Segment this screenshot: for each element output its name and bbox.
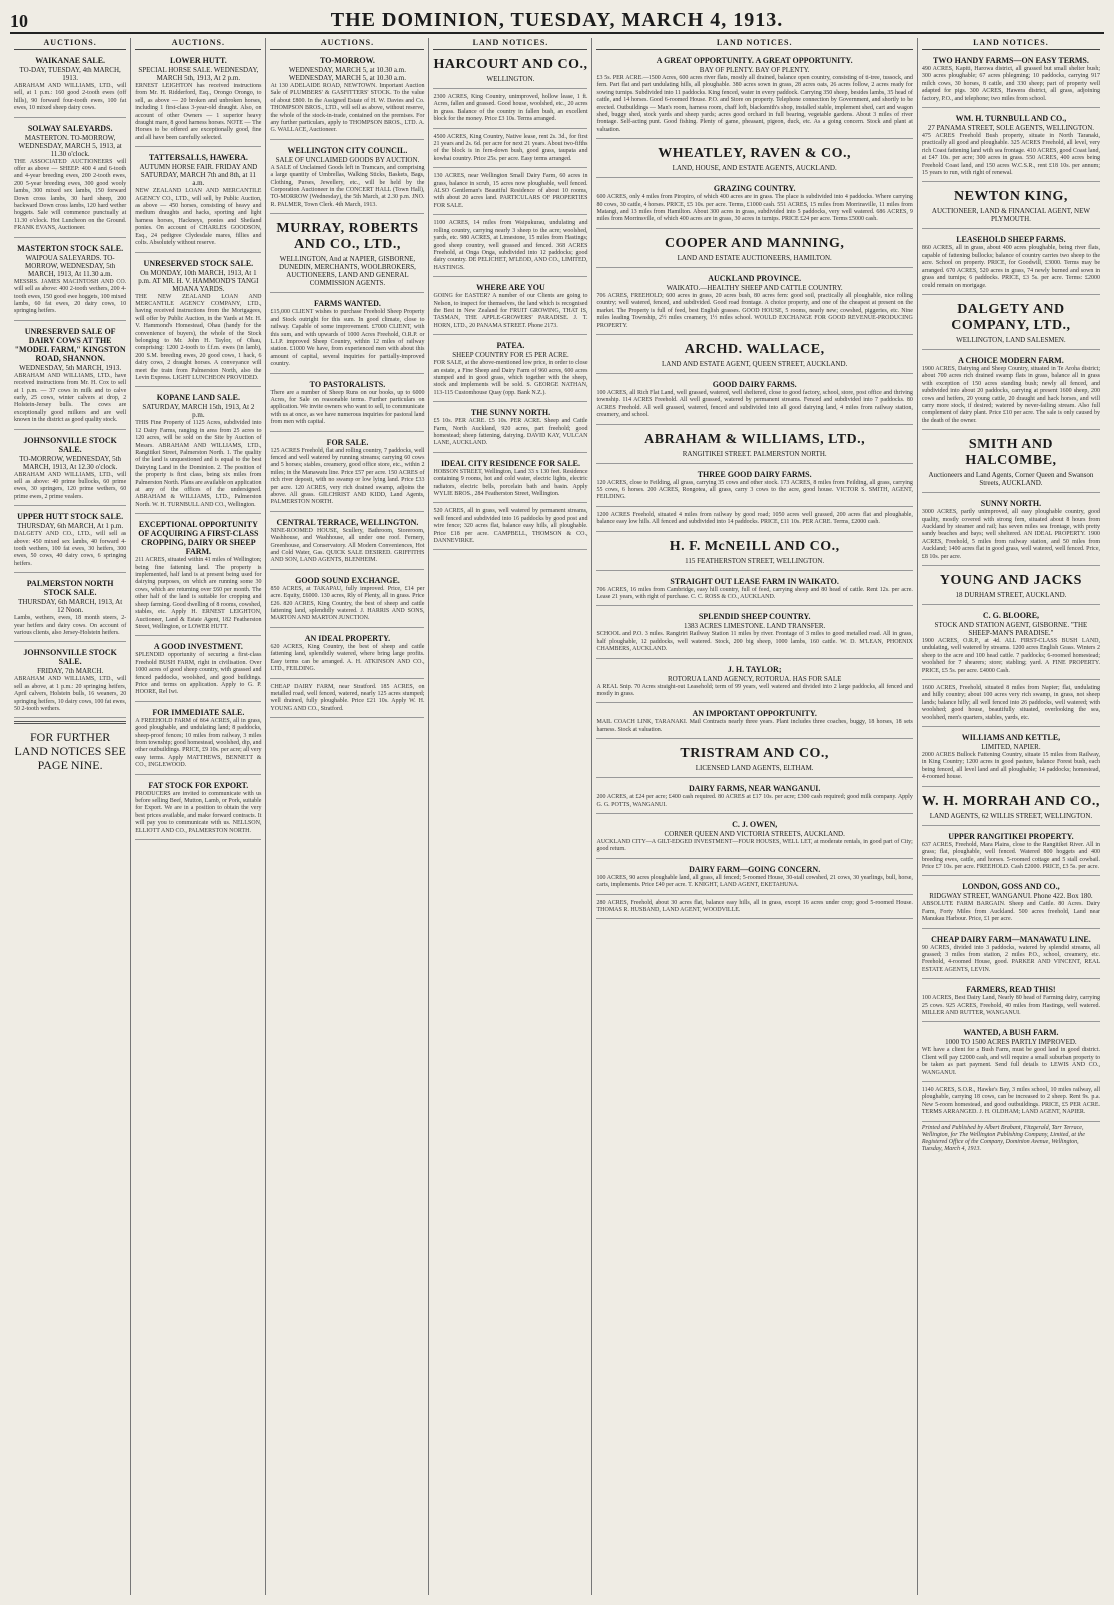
ad-heading: AUCKLAND PROVINCE.: [708, 273, 802, 283]
ad-subheading: 27 PANAMA STREET, SOLE AGENTS, WELLINGTON.: [927, 124, 1095, 133]
further-notices-footer: FOR FURTHER LAND NOTICES SEE PAGE NINE.: [14, 730, 126, 773]
ad-body: 4500 ACRES, King Country, Native lease, rent 2s. 3d., for first 21 years and 2s. 6d. per acre for next 21 years. About two-fifths of the block is in fern-down bush, good grass, taupata and kowhai country. Price 25s. per acre. Easy terms arranged.: [433, 133, 588, 162]
ad-body: 706 ACRES, FREEHOLD; 600 acres in grass, 20 acres bush, 80 acres fern: good soil, practically all ploughable, nice rolling country; well watered, fenced, and subdivided. Good road frontage. A choice property, and one of the cheapest at present on the market. The Property is full of feed, best English grasses. GOOD HOUSE, 5 rooms, nearly new; cowshed, piggeries, etc. Nine miles leading Township, 2½ miles creamery, 1½ miles school. WOULD EXCHANGE FOR GOOD REVENUE-PRODUCING PROPERTY.: [596, 292, 913, 329]
ad-heading: GOOD SOUND EXCHANGE.: [295, 575, 400, 585]
ad-heading: KOPANE LAND SALE.: [156, 393, 240, 403]
ad-body: ERNEST LEIGHTON has received instructions from Mr. H. Ridderford, Esq., Orongo Orongo, to sell, as above — 20 broken and unbroken horses, including 1 first-class 3-year-old draught. Also, on account of other Owners — 1 superior heavy draught mare, 8 good harness horses. NOTE — The Horses to be offered are exceptionally good, fine and all have been carefully selected.: [135, 83, 262, 141]
ad-body: 1140 ACRES, S.O.R., Hawke's Bay, 3 miles school, 10 miles railway, all ploughable, carrying 18 cows, can be increased to 2 sheep. Rent 9s. p.a. New 5-room homestead, and good outbuildings. PRICE, £5 PER ACRE. TERMS ARRANGED. J. H. OLDHAM; LAND AGENT, NAPIER.: [921, 1087, 1100, 1116]
advertisement: [922, 353, 1100, 430]
ad-heading: SPLENDID SHEEP COUNTRY.: [698, 612, 811, 622]
ad-subheading: ROTORUA LAND AGENCY, ROTORUA. HAS FOR SALE: [667, 674, 842, 683]
advertisement: [596, 181, 912, 229]
advertisement: [135, 517, 261, 636]
ad-body: NINE-ROOMED HOUSE, Scullery, Bathroom, Storeroom, Washhouse, and Washhouse, all under one roof. Fernery, Greenhouse, and Conservatory. All Modern Conveniences, Hot and Cold Water, Gas. QUICK SALE DESIRED. GRIFFITHS AND SON, LAND AGENTS, BLENHEIM.: [270, 527, 425, 564]
ad-heading: FOR SALE.: [326, 437, 369, 447]
ad-subheading: WEDNESDAY, MARCH 5, at 10.30 a.m. WEDNESDAY, MARCH 5, at 10.30 a.m.: [288, 66, 406, 82]
ad-body: 100 ACRES, 90 acres ploughable land, all grass, all fenced; 5-roomed House, 30-stall cowshed, 21 cows, 30 yearlings, bull, horse, carts, implements. Price £40 per acre. T. KNIGHT, LAND AGENT, EKETAHUNA.: [596, 874, 913, 889]
ad-subheading: LAND AGENTS, 62 WILLIS STREET, WELLINGTON.: [929, 811, 1093, 820]
ad-body: SPLENDID opportunity of securing a first-class Freehold BUSH FARM, right in civilisation. Over 1000 acres of good sheep country, with grassed and fenced paddocks, woolshed, and good buildings. Price and terms on application. Apply to G. P. HOORE, Rel Iwi.: [135, 652, 262, 696]
ad-body: SCHOOL and P.O. 3 miles. Rangiriri Railway Station 11 miles by river. Frontage of 3 miles to good metalled road. All in grass, half ploughable, 12 paddocks, well watered. Stock, 200 big sheep, 1000 lambs, 160 cattle. W. D. M'LEAN, PHOENIX CHAMBERS, AUCKLAND.: [596, 631, 913, 653]
ad-body: WE have a client for a Bush Farm, must be good land in good district. Client will pay £2000 cash, and will require a small suburban property to be taken as part payment. Send full details to LEWIS AND CO., WANGANUI.: [921, 1047, 1100, 1076]
advertisement: [596, 467, 912, 507]
ad-body: 1600 ACRES, Freehold, situated 8 miles from Napier; flat, undulating and hilly country; about 100 acres very rich swamp, in grass, not sheep lands; balance hilly; all well fenced into 26 paddocks, well watered; with woolshed; good house, beautifully situated, overlooking the sea, woolshed, men's quarters, stables, yards, etc.: [921, 685, 1100, 721]
ad-heading: W. H. MORRAH AND CO.,: [921, 793, 1100, 809]
advertisement: [14, 576, 126, 642]
advertisement: [433, 456, 587, 504]
advertisement: [596, 428, 912, 464]
ad-body: 3000 ACRES, partly unimproved, all easy ploughable country, good quality, mostly covered with strong fern, situated about 8 hours from Auckland by steamer and rail; has seven miles sea frontage, with pretty sandy beaches and bays; well sheltered. AN IDEAL PROPERTY. 1900 ACRES, Freehold, 5 miles from railway station, and 50 miles from Auckland; 1400 acres flat in good grass, well watered, well fenced. Price, £8 10s. per acre.: [921, 509, 1100, 560]
ad-heading: WILLIAMS AND KETTLE,: [961, 733, 1061, 743]
ad-subheading: SPECIAL HORSE SALE. WEDNESDAY, MARCH 5th, 1913, At 2 p.m.: [138, 66, 259, 82]
column-heading: AUCTIONS.: [270, 38, 424, 50]
ad-subheading: WEDNESDAY, 5th MARCH, 1913.: [19, 363, 122, 372]
ad-heading: AN IDEAL PROPERTY.: [304, 633, 391, 643]
ad-subheading: STOCK AND STATION AGENT, GISBORNE. "THE SHEEP-MAN'S PARADISE.": [934, 621, 1088, 637]
ad-subheading: WAIPOUA SALEYARDS. TO-MORROW, WEDNESDAY, 5th MARCH, 1913, At 11.30 a.m.: [25, 253, 116, 278]
ad-body: THIS Fine Property of 1125 Acres, subdivided into 12 Dairy Farms, ranging in area from 25 acres to 120 acres, will be sold on the Site by Auction of Messrs. ABRAHAM AND WILLIAMS, LTD., Rangitikei Street, Palmerston North. 1. The quality of the land is unquestioned and is equal to the best Dairying Land in the Dominion. 2. The position of the property is first class, being six miles from Palmerston North. Plans are available on application at any of the offices of the undersigned. ABRAHAM & WILLIAMS, LTD., Palmerston North. W. H. TURNBULL AND CO., Wellington.: [135, 420, 262, 508]
ad-heading: A GREAT OPPORTUNITY. A GREAT OPPORTUNITY.: [656, 56, 853, 65]
advertisement: [596, 781, 912, 814]
advertisement: [14, 509, 126, 573]
ad-heading: TRISTRAM AND CO.,: [680, 746, 829, 762]
advertisement: [922, 433, 1100, 493]
advertisement: [14, 433, 126, 507]
ad-heading: THREE GOOD DAIRY FARMS.: [697, 469, 812, 479]
ad-heading: TATTERSALLS, HAWERA.: [148, 153, 248, 163]
ad-heading: UNRESERVED STOCK SALE.: [143, 258, 254, 268]
ad-heading: CHEAP DAIRY FARM—MANAWATU LINE.: [931, 934, 1091, 944]
ad-heading: WHEATLEY, RAVEN & CO.,: [658, 146, 852, 162]
ad-body: 520 ACRES, all in grass, well watered by permanent streams, well fenced and subdivided into 16 paddocks by good post and wire fence; 320 acres flat, balance easy hills, all ploughable. Price £18 per acre. CAMPBELL, THOMSON & CO., DANNEVIRKE.: [433, 508, 588, 545]
ad-heading: PALMERSTON NORTH STOCK SALE.: [26, 579, 114, 598]
ad-subheading: AUCTIONEER, LAND & FINANCIAL AGENT, NEW PLYMOUTH.: [931, 207, 1090, 224]
ad-heading: FARMERS, READ THIS!: [966, 985, 1056, 995]
ad-subheading: WAIKATO.—HEALTHY SHEEP AND CATTLE COUNTRY.: [666, 283, 843, 292]
ad-body: Lambs, wethers, ewes, 18 month steers, 2-year heifers and dairy cows. On account of various clients, also Jersey-Holstein heifers.: [14, 615, 127, 637]
column-heading: LAND NOTICES.: [596, 38, 912, 50]
advertisement: [922, 232, 1100, 294]
ad-body: THE NEW ZEALAND LOAN AND MERCANTILE AGENCY COMPANY, LTD., having received instructions from the Mortgagees, will offer by Public Auction, in the Yards at Mr. H. V. Hammond's Homestead, Ohau (handy for the convenience of buyers), the whole of the Stock belonging to Mr. John H. Taylor, of Ohau, comprising: 1200 2-tooth to f.f.m. ewes (in lamb), 200 S.M. breeding ewes, 20 good cows, 1 hack, 6 dairy cows, 2 draught horses. A conveyance will meet the train from Palmerston North, also the Levin Express. LIGHT LUNCHEON PROVIDED.: [135, 293, 262, 381]
advertisement: [922, 829, 1100, 877]
ad-body: 125 ACRES Freehold, flat and rolling country, 7 paddocks, well fenced and well watered by running streams; carrying 60 cows and 5 horses; stables, creamery, good office store, etc., within 2 miles; in the Manawatu line. Price £57 per acre. 150 ACRES of rich river deposit, with no swamp or low lying land. Price £33 per acre. 120 ACRES, very rich drained swamp, adjoins the above. All grass. GILCHRIST AND KIDD, Land Agents, PALMERSTON NORTH.: [270, 447, 425, 506]
advertisement: [922, 790, 1100, 826]
ad-subheading: LIMITED, NAPIER.: [981, 743, 1041, 752]
ad-body: MAIL COACH LINK, TARANAKI. Mail Contracts nearly three years. Plant includes three coaches, buggy, 18 horses, 18 sets harness. Stock at valuation.: [596, 719, 913, 733]
advertisement: [270, 53, 424, 140]
ad-subheading: BAY OF PLENTY. BAY OF PLENTY.: [699, 66, 810, 74]
column-2: [131, 38, 266, 1595]
ad-body: 2000 ACRES Bullock Fattening Country, situate 15 miles from Railway, in King Country; 1200 acres in good pasture, balance Forest bush, each being fenced, all level land and all ploughable; 14 paddocks; homestead, 4-roomed house.: [921, 752, 1100, 781]
ad-heading: FAT STOCK FOR EXPORT.: [148, 780, 249, 790]
column-heading: AUCTIONS.: [14, 38, 126, 50]
ad-heading: AN IMPORTANT OPPORTUNITY.: [692, 709, 817, 719]
advertisement: [270, 515, 424, 570]
advertisement: [596, 817, 912, 859]
ad-heading: ARCHD. WALLACE,: [684, 341, 825, 357]
ad-subheading: THURSDAY, 6th MARCH, 1913, At 12 Noon.: [18, 598, 123, 615]
advertisement: [270, 573, 424, 628]
advertisement: [14, 121, 126, 238]
ad-body: A FREEHOLD FARM of 864 ACRES, all in grass, good ploughable, and undulating land; 8 paddocks, sheep-proof fences; 10 miles from railway, 3 miles from township; good homestead, woolshed, dip, and other outbuildings. PRICE, £9 10s. per acre; all very easy terms. Apply MATTHEWS, BENNETT & CO., INGLEWOOD.: [135, 717, 262, 769]
ad-subheading: WELLINGTON.: [486, 75, 535, 83]
ad-heading: A CHOICE MODERN FARM.: [958, 355, 1064, 365]
advertisement: [596, 862, 912, 895]
advertisement: [596, 706, 912, 739]
advertisement: [433, 405, 587, 453]
column-heading: AUCTIONS.: [135, 38, 261, 50]
ad-heading: FOR IMMEDIATE SALE.: [152, 707, 245, 717]
advertisement: [270, 296, 424, 373]
ad-body: 100 ACRES, Best Dairy Land, Nearly 80 head of Farming dairy, carrying 25 cows. 925 ACRES, Freehold, 40 miles from Hastings, well watered. MILLER AND RUTTER, WANGANUI.: [921, 995, 1100, 1016]
ad-subheading: WELLINGTON, And at NAPIER, GISBORNE, DUNEDIN, MERCHANTS, WOOLBROKERS, AUCTIONEERS, LAND AND GENERAL COMMISSION AGENTS.: [278, 255, 416, 288]
ad-heading: HARCOURT AND CO.,: [433, 57, 588, 72]
ad-subheading: TO-DAY, TUESDAY, 4th MARCH, 1913.: [19, 66, 121, 82]
advertisement: [433, 280, 587, 335]
advertisement: [135, 639, 261, 701]
ad-subheading: LAND AND ESTATE AUCTIONEERS, HAMILTON.: [677, 253, 832, 262]
advertisement: [596, 742, 912, 778]
ad-body: DALGETY AND CO., LTD., will sell as above: 450 mixed sex lambs, 40 forward 4-tooth wethers, 100 fat ewes, 30 heifers, 300 ewes, 50 cows, 40 dairy cows, 6 springing heifers.: [14, 531, 127, 567]
ad-heading: STRAIGHT OUT LEASE FARM IN WAIKATO.: [670, 576, 839, 586]
advertisement: [922, 496, 1100, 566]
ad-body: MESSRS. JAMES MACINTOSH AND CO. will sell as above: 400 2-tooth wethers, 200 4-tooth ewes, 150 good ewe hoggets, 100 mixed lambs, 60 fat ewes, 20 dairy cows, 10 springing heifers.: [14, 278, 127, 315]
advertisement: [596, 377, 912, 425]
ad-heading: FARMS WANTED.: [314, 299, 381, 309]
advertisement: [135, 778, 261, 840]
ad-subheading: 1000 TO 1500 ACRES PARTLY IMPROVED.: [945, 1038, 1077, 1047]
column-4: [429, 38, 592, 1595]
ad-body: 620 ACRES, King Country, the best of sheep and cattle fattening land, splendidly watered, where bring large profits. Easy terms can be arranged. A. H. ATKINSON AND CO., LTD., FEILDING.: [270, 643, 425, 673]
ad-subheading: 115 FEATHERSTON STREET, WELLINGTON.: [685, 556, 825, 565]
advertisement: [922, 1085, 1100, 1122]
ad-body: 120 ACRES, close to Feilding, all grass, carrying 35 cows and other stock. 173 ACRES, 8 miles from Feilding, all grass, carrying 55 cows, 6 horses. 200 ACRES, Rongotea, all grass, carry 3 cows to the acre, good house. VICTOR S. SMITH, AGENT, FEILDING.: [596, 479, 913, 501]
ad-heading: SUNNY NORTH.: [980, 499, 1042, 509]
ad-heading: SOLWAY SALEYARDS.: [27, 123, 113, 133]
ad-heading: MURRAY, ROBERTS AND CO., LTD.,: [276, 221, 419, 253]
advertisement: [922, 298, 1100, 350]
advertisement: [135, 705, 261, 775]
ad-body: 130 ACRES, near Wellington Small Dairy Farm, 60 acres in grass, balance in scrub, 15 acres now ploughable, well fenced. ALSO Gentleman's Beautiful Residence of about 10 rooms, with about 20 acres land. PARTICULARS OF PROPERTIES FOR SALE.: [433, 173, 588, 209]
advertisement: [596, 271, 912, 335]
ad-body: A SALE of Unclaimed Goods left in Tramcars, and comprising a large quantity of Umbrellas, Walking Sticks, Baskets, Bags, Clothing, Purses, Jewellery, etc., will be held by the Corporation Auctioneer in the CONCERT HALL (Town Hall), TO-MORROW (Wednesday), the 5th March, at 2.30 p.m. JNO. R. PALMER, Town Clerk. 4th March, 1913.: [270, 164, 425, 208]
ad-heading: LONDON, GOSS AND CO.,: [962, 882, 1060, 892]
page-number: 10: [10, 11, 28, 31]
advertisement: [433, 132, 587, 169]
advertisement: [433, 53, 587, 89]
advertisement: [14, 324, 126, 430]
advertisement: [270, 682, 424, 719]
ad-heading: NEWTON KING,: [953, 189, 1068, 205]
advertisement: [922, 53, 1100, 108]
ad-heading: UNRESERVED SALE OF DAIRY COWS AT THE "MODEL FARM," KINGSTON ROAD, SHANNON.: [14, 326, 126, 363]
ad-body: At 130 ADELAIDE ROAD, NEWTOWN. Important Auction Sale of PLUMBERS' & GASFITTERS' STOCK. To the value of about £800. In the Assigned Estate of H. W. Davies and Co. THOMPSON BROS., LTD., will sell as above, without reserve, the whole of the stock-in-trade, contained on the premises. For any further particulars, apply to THOMPSON BROS., LTD. A. G. WALLACE, Auctioneer.: [270, 83, 425, 134]
ad-heading: JOHNSONVILLE STOCK SALE.: [23, 435, 117, 454]
advertisement: [270, 631, 424, 679]
ad-heading: THE SUNNY NORTH.: [470, 408, 551, 418]
ad-subheading: LAND AND ESTATE AGENT, QUEEN STREET, AUCKLAND.: [662, 359, 848, 368]
ad-subheading: CORNER QUEEN AND VICTORIA STREETS, AUCKLAND.: [664, 830, 845, 839]
advertisement: [596, 609, 912, 658]
ad-subheading: THURSDAY, 6th MARCH, At 1 p.m.: [17, 522, 124, 531]
ad-body: GOING for EASTER? A number of our Clients are going to Nelson, to inspect for themselves, the land which is recognised the Best in New Zealand for FRUIT GROWING, THAT IS, TASMAN, THE APPLE-GROWERS' PARADISE. J. T. HORN, LTD., 20 PANAMA STREET. Phone 2173.: [433, 293, 588, 329]
advertisement: [596, 142, 912, 178]
ad-body: ABRAHAM AND WILLIAMS, LTD., will sell as above: 40 prime bullocks, 60 prime ewes, 30 springers, 120 prime wethers, 60 prime ewes, 2 prime vealers.: [14, 471, 127, 500]
advertisement: [922, 683, 1100, 727]
ad-heading: DAIRY FARMS, NEAR WANGANUI.: [688, 784, 821, 794]
ad-heading: TO PASTORALISTS.: [309, 379, 386, 389]
ad-subheading: On MONDAY, 10th MARCH, 1913, At 1 p.m. AT MR. H. V. HAMMOND'S TANGI MOANA YARDS.: [138, 268, 259, 293]
ad-body: 637 ACRES, Freehold, Mara Plains, close to the Rangitikei River. All in grass; flat, ploughable, well fenced. Watered 800 hoggets and 400 breeding ewes, cattle, and horses. 5-roomed cottage and 5 stall cowbail. Price £7 10s. per acre. FREEHOLD. Cash £2000. PRICE, £3 5s. per acre.: [921, 841, 1100, 870]
ad-body: 1200 ACRES Freehold, situated 4 miles from railway by good road; 1050 acres well grassed, 200 acres flat and ploughable, balance easy low hills. All fenced and subdivided into 14 paddocks. PRICE, £11 10s. PER ACRE. Terms, £2000 cash.: [596, 511, 913, 526]
ad-body: 600 ACRES, only 4 miles from Piropiro, of which 400 acres are in grass. The place is subdivided into 4 paddocks. Where carrying 80 cows, 30 cattle, 4 horses. PRICE, £5 10s. per acre. Terms, £1000 cash. 551 ACRES, 15 miles from Morrinsville, 11 miles from Matangi, and 13 miles from Hamilton. About 300 acres in grass, subdivided into 5 paddocks, very well watered. 686 ACRES, 9 miles from Morrinsville, of which 400 acres are in grass, 30 acres in turnips. PRICE £24 per acre. Terms £5000 cash.: [596, 194, 913, 223]
ad-heading: ABRAHAM & WILLIAMS, LTD.,: [644, 431, 866, 447]
ad-body: ABRAHAM AND WILLIAMS, LTD., have received instructions from Mr. H. Cox to sell at 1 p.m. — 37 cows in milk and to calve early, 25 cows, winter calvers at drop, 2 Holstein-Jersey bulls. The cows are exceptionally good milkers and are well known in the district as good quality stock.: [14, 372, 127, 424]
advertisement: [922, 879, 1100, 928]
ad-body: HOBSON STREET, Wellington, Land 33 x 130 feet. Residence containing 9 rooms, hot and cold water, electric lights, electric radiators, electric bells, porcelain bath and basin. Apply WYLIE BROS., 284 Featherston Street, Wellington.: [433, 468, 588, 498]
printer-imprint: Printed and Published by Albert Brabant, Fitzgerald, Tarr Terrace, Wellington, for The Wellington Publishing Company, Limited, at the Registered Office of the Company, Dominion Avenue, Wellington, Tuesday, March 4, 1913.: [921, 1124, 1085, 1152]
ad-body: ABRAHAM AND WILLIAMS, LTD., will sell, at 1 p.m.: 160 good 2-tooth ewes (off hills), 90 forward four-tooth ewes, 100 fat ewes, 10 mixed sheep dairy cows.: [14, 83, 127, 112]
ad-subheading: FRIDAY, 7th MARCH.: [37, 667, 104, 676]
ad-subheading: SALE OF UNCLAIMED GOODS BY AUCTION.: [275, 155, 420, 164]
advertisement: [14, 645, 126, 718]
advertisement: [14, 241, 126, 321]
advertisement: [596, 574, 912, 607]
ad-heading: PATEA.: [496, 341, 525, 351]
ad-body: 706 ACRES, 16 miles from Cambridge, easy hill country, full of feed, carrying sheep and 80 head of cattle. Rent 12s. per acre. Lease 21 years, with right of purchase. C. C. ROSS & CO., AUCKLAND.: [596, 586, 913, 600]
ad-body: 2300 ACRES, King Country, unimproved, hollow lease, 1 ft. Acres, fallen and grassed. Good house, woolshed, etc., 20 acres in grass. Balance of the country in fallen bush, an excellent block for the money. Price £3 10s. Terms arranged.: [433, 94, 588, 123]
ad-heading: COOPER AND MANNING,: [664, 235, 845, 251]
ad-body: FOR SALE, at the above-mentioned low price, in order to close an estate, a Fine Sheep and Dairy Farm of 960 acres, 600 acres stumped and in good grass, which together with the sheep, stock and implements will be sold. S. GEORGE NATHAN, 113-115 Customhouse Quay (opp. Bank N.Z.).: [433, 360, 588, 396]
ad-subheading: SATURDAY, MARCH 15th, 1913, At 2 p.m.: [142, 403, 255, 420]
ad-heading: TO-MORROW.: [320, 56, 375, 65]
advertisement: [433, 506, 587, 550]
ad-body: THE ASSOCIATED AUCTIONEERS will offer as above — SHEEP: 400 4 and 6-tooth and 4-year breeding ewes, 200 2-tooth ewes, 200 5-year breeding ewes, 300 good wooly lambs, 300 mixed sex lambs, 150 forward Down cross lambs, 30 hard sheep, 200 backward Down cross lambs, 120 hard wether hoggets. Sale will commence punctually at 11.30 o'clock. Hot Luncheon on the Ground. FRANK EVANS, Auctioneer.: [14, 158, 127, 232]
ad-subheading: LICENSED LAND AGENTS, ELTHAM.: [695, 764, 814, 773]
advertisement: [922, 185, 1100, 229]
ad-body: 1900 ACRES, O.R.P., at 4d. ALL FIRST-CLASS BUSH LAND, undulating, well watered by streams. 1200 acres English Grass. Winters 2 sheep to the acre and 100 head cattle. 7 paddocks; 6-roomed homestead; woolshed for 7 shearers; store; stabling; yard. A FINE PROPERTY. PRICE, £5 5s. per acre. £4000 Cash.: [921, 638, 1100, 674]
ad-heading: WANTED, A BUSH FARM.: [963, 1028, 1059, 1038]
advertisement: [596, 510, 912, 532]
ad-body: A REAL Snip. 70 Acres straight-out Leasehold; term of 99 years, well watered and divided into 2 large paddocks, all fenced and mostly in grass.: [596, 683, 913, 697]
column-1: [10, 38, 131, 1595]
ad-heading: UPPER RANGITIKEI PROPERTY.: [948, 831, 1074, 841]
advertisement: [596, 898, 912, 920]
ad-heading: C. J. OWEN,: [732, 820, 778, 830]
advertisement: [596, 232, 912, 268]
advertisement: [270, 435, 424, 512]
ad-heading: UPPER HUTT STOCK SALE.: [17, 512, 124, 522]
advertisement: [922, 608, 1100, 680]
double-rule: [14, 721, 126, 724]
ad-body: NEW ZEALAND LOAN AND MERCANTILE AGENCY CO., LTD., will sell, by Public Auction, as above — 450 horses, consisting of heavy and medium draughts and hacks, sporting and light harness horses, Hackneys, ponies and Shetland ponies. On account of CHARLES GOODSON, Esq., 24 pedigree Clydesdale mares, fillies and colts. Absolutely without reserve.: [135, 188, 262, 247]
advertisement: [922, 569, 1100, 605]
column-3: [266, 38, 429, 1595]
ad-body: 211 ACRES, situated within 41 miles of Wellington; being fine fattening land. The property is implemented, half land is at present being used for dairying purposes, on which are running some 30 cows, which are returning over £60 per month. The other half of the land is suitable for cropping and sheep farming. Good dwelling of 8 rooms, cowshed, stables, etc. Apply H. ERNEST LEIGHTON, Auctioneer, Land & Estate Agent, 182 Featherston Street, Wellington, or LOWER HUTT.: [135, 557, 262, 630]
ad-heading: LEASEHOLD SHEEP FARMS.: [956, 235, 1066, 245]
ad-heading: CENTRAL TERRACE, WELLINGTON.: [276, 517, 419, 527]
ad-heading: GRAZING COUNTRY.: [713, 184, 796, 194]
ad-subheading: AUTUMN HORSE FAIR. FRIDAY AND SATURDAY, MARCH 7th and 8th, at 11 a.m.: [139, 163, 258, 188]
ad-body: 100 ACRES, all Rich Flat Land, well grassed, watered, well sheltered, close to good factory, school, store, post office and thriving township. 114 ACRES Freehold. All well grassed, watered by permanent streams. Fenced and subdivided into 7 paddocks. 80 ACRES Freehold. All well grassed, watered, fenced and subdivided into all good dairying land, 4 miles from railway station, creamery, and school.: [596, 389, 913, 419]
column-6: [918, 38, 1104, 1595]
ad-body: £5 10s. PER ACRE. £5 10s. PER ACRE. Sheep and Cattle Farm, North Auckland, 920 acres, part freehold; good homestead; sheep fattening, dairying. DAVID KAY, VULCAN LANE, AUCKLAND.: [433, 418, 588, 447]
ad-subheading: SHEEP COUNTRY FOR £5 PER ACRE.: [452, 351, 569, 360]
ad-body: 475 ACRES Freehold Bush property, situate in North Taranaki, practically all good and ploughable. 325 ACRES Freehold, all level, very rich Coast fattening land with sea frontage. 410 ACRES, good Coast land, at £47 10s. per acre; 300 acres in grass. 550 ACRES, 400 acres being Freehold Coast land, and 150 acres W.C.S.R., rent £18 10s. per annum; 15 years to run, with right of renewal.: [921, 133, 1100, 177]
masthead: [10, 6, 1104, 34]
advertisement: [922, 932, 1100, 980]
ad-body: 860 ACRES, all in grass, about 400 acres ploughable, being river flats, capable of fattening bullocks; balance of country carries two sheep to the acre. School on property. PRICE, for Goodwill, £3000. Terms may be arranged. 670 ACRES, 520 acres in grass, 74 newly burned and sown in grass and turnips; 6 paddocks. PRICE, £3 5s. per acre. Terms: £2000 could remain on mortgage.: [921, 245, 1100, 289]
ad-subheading: 1383 ACRES LIMESTONE. LAND TRANSFER.: [684, 622, 826, 631]
column-heading: LAND NOTICES.: [922, 38, 1100, 50]
ad-heading: IDEAL CITY RESIDENCE FOR SALE.: [440, 458, 581, 468]
ad-body: 200 ACRES, at £24 per acre; £400 cash required. 80 ACRES at £17 10s. per acre; £300 cash required; good milk company. Apply G. G. POTTS, WANGANUI.: [596, 794, 913, 808]
ad-heading: DALGETY AND COMPANY, LTD.,: [951, 301, 1071, 333]
ad-body: 280 ACRES, Freehold, about 30 acres flat, balance easy hills, all in grass, except 16 acres under crop; good 5-roomed House. THOMAS R. HUSBAND, LAND AGENT, WOODVILLE.: [596, 899, 913, 914]
ad-heading: TWO HANDY FARMS—ON EASY TERMS.: [933, 56, 1089, 65]
ad-subheading: MASTERTON. TO-MORROW, WEDNESDAY, MARCH 5, 1913, at 11.30 o'clock.: [18, 133, 122, 158]
advertisement: [135, 390, 261, 514]
advertisement: [433, 338, 587, 402]
advertisement: [135, 150, 261, 252]
ad-subheading: TO-MORROW, WEDNESDAY, 5th MARCH, 1913, At 12.30 o'clock.: [19, 454, 122, 471]
ad-heading: WHERE ARE YOU: [476, 283, 545, 293]
advertisement: [922, 111, 1100, 182]
ad-heading: WAIKANAE SALE.: [35, 56, 106, 65]
advertisement: [433, 92, 587, 129]
advertisement: [433, 171, 587, 215]
advertisement: [270, 217, 424, 293]
ad-body: £15,000 CLIENT wishes to purchase Freehold Sheep Property and Stock outright for this sum. In good climate, close to railway. Capable of some improvement. £7000 CLIENT, with this sum, and with upwards of 1000 Acres Freehold, O.R.P. or L.I.P. improved Sheep Country, within 12 miles of railway station. £1000 We have, from experienced men with about this amount of capital, several inquiries for partially-improved country.: [270, 309, 425, 368]
ad-heading: YOUNG AND JACKS: [939, 573, 1082, 588]
ad-subheading: RANGITIKEI STREET. PALMERSTON NORTH.: [682, 449, 827, 458]
columns: [10, 38, 1104, 1595]
ad-subheading: 18 DURHAM STREET, AUCKLAND.: [955, 591, 1067, 599]
ad-subheading: RIDGWAY STREET, WANGANUI. Phone 422. Box 180.: [929, 892, 1093, 901]
advertisement: [270, 377, 424, 432]
ad-body: 1100 ACRES, 14 miles from Waipukurau, undulating and rolling country, carrying nearly 3 sheep to the acre; woolshed, yards, etc. 980 ACRES, at Limestone, 15 miles from Hastings; good sheep country, well grassed and fenced. 368 ACRES Freehold, at Onga Onga, subdivided into 12 paddocks; good dairy country. DE PELICHET, M'LEOD, AND CO., LIMITED, HASTINGS.: [433, 220, 588, 271]
ad-body: 850 ACRES, at TAKAPAU, fully improved. Price, £14 per acre. Equity, £6000. 130 acres, Rly of Plenty, all in grass. Price £26. 820 ACRES, King Country, the best of sheep and cattle fattening land, splendidly watered. J. HARRIS AND SONS, MARTON AND MARTON JUNCTION.: [270, 585, 425, 622]
advertisement: [270, 143, 424, 214]
ad-heading: LOWER HUTT.: [169, 56, 227, 65]
ad-body: 490 ACRES, Kapiti, Harowa district, all grassed but small shelter bush; 300 acres ploughable; 67 acres phlegming; 10 paddocks, carrying 917 milch cows, 30 horses, 8 cattle, and 330 sheep; part of property well adapted for pigs. 300 ACRES, Hawera district, all grass, adjoining factory, P.O., and telephone; two miles from school.: [921, 66, 1100, 102]
ad-subheading: WELLINGTON, LAND SALESMEN.: [956, 335, 1066, 344]
ad-body: 90 ACRES, divided into 3 paddocks, watered by splendid streams, all grassed; 3 miles from station, 2 miles P.O., school, creamery, etc. Freehold, 4-roomed House, good. PARKER AND VINCENT, REAL ESTATE AGENTS, LEVIN.: [921, 944, 1100, 973]
ad-body: ABRAHAM AND WILLIAMS, LTD., will sell as above, at 1 p.m.: 20 springing heifers, April calvers, Holstein bulls, 16 weaners, 20 springing heifers, 10 dairy cows, 100 fat ewes, 50 2-tooth wethers.: [14, 676, 127, 713]
ad-body: AUCKLAND CITY—A GILT-EDGED INVESTMENT—FOUR HOUSES, WELL LET, at moderate rentals, in good part of City; good return.: [596, 839, 913, 853]
newspaper-title: THE DOMINION, TUESDAY, MARCH 4, 1913.: [330, 9, 784, 31]
advertisement: [135, 53, 261, 147]
ad-heading: SMITH AND HALCOMBE,: [965, 437, 1057, 469]
advertisement: [922, 730, 1100, 787]
ad-subheading: Auctioneers and Land Agents, Corner Queen and Swanson Streets, AUCKLAND.: [928, 471, 1094, 488]
column-5: [592, 38, 917, 1595]
ad-heading: EXCEPTIONAL OPPORTUNITY OF ACQUIRING A FIRST-CLASS CROPPING, DAIRY OR SHEEP FARM.: [138, 520, 259, 557]
advertisement: [596, 53, 912, 139]
ad-heading: WELLINGTON CITY COUNCIL.: [287, 145, 408, 155]
ad-body: CHEAP DAIRY FARM, near Stratford. 185 ACRES, on metalled road, well fenced, watered, nearly 125 acres stumped; well drained, fully ploughable. Price £21 10s. Apply W. H. YOUNG AND CO., Stratford.: [270, 683, 425, 712]
ad-body: £3 5s. PER ACRE.—1500 Acres, 600 acres river flats, mostly all drained, balance open country, consisting of ti-tree, tussock, and fern. Part flat and part undulating hills, all ploughable. 380 acres sown in grass, 28 acres oats, 26 acres follow, 2 acres ready for sowing turnips. Subdivided into 11 paddocks. King fenced, water in every paddock. Carrying 350 sheep, besides lambs, 35 head of cattle, and 14 horses. Good 6-roomed House. P.O. and Store on property. Telephone connection by Government, and shortly to be erected. Outbuildings — Man's room, harness room, chaff loft, blacksmith's shop, installed stable, implement shed, cart and wagon shed, buggy shed, stock yards and sheep yards; acres good orchard in full bearing, vegetable gardens. About 3 miles of river frontage. Self-acting punt. Good fishing. Plenty of game, pheasant, pigeon, duck, etc. As a going concern. Stock and plant at valuation.: [596, 75, 913, 133]
advertisement: [596, 338, 912, 374]
ad-subheading: LAND, HOUSE, AND ESTATE AGENTS, AUCKLAND.: [672, 164, 837, 173]
advertisement: [596, 662, 912, 704]
advertisement: [922, 1025, 1100, 1082]
ad-heading: WM. H. TURNBULL AND CO.,: [955, 114, 1067, 124]
column-heading: LAND NOTICES.: [433, 38, 587, 50]
ad-heading: MASTERTON STOCK SALE.: [17, 243, 124, 253]
ad-body: There are a number of Sheep Runs on our books, up to 6000 Acres, for Sale on reasonable terms. Further particulars on application. We invite owners who want to sell, to communicate with us at once, as we have numerous inquiries for pastoral land from men with capital.: [270, 389, 425, 426]
ad-body: ABSOLUTE FARM BARGAIN. Sheep and Cattle. 80 Acres. Dairy Farm, Forty Miles from Auckland. 500 acres freehold, Land near Manukau Harbour. Price, £1 per acre.: [921, 901, 1100, 923]
advertisement: [14, 53, 126, 118]
advertisement: [922, 982, 1100, 1022]
ad-heading: J. H. TAYLOR;: [727, 664, 782, 674]
ad-heading: C. G. BLOORE,: [982, 611, 1040, 620]
advertisement: [596, 535, 912, 571]
ad-heading: GOOD DAIRY FARMS.: [712, 379, 797, 389]
advertisement: [433, 218, 587, 277]
advertisement: [135, 256, 261, 388]
ad-body: 1900 ACRES, Dairying and Sheep Country, situated in Te Aroha district; about 700 acres rich drained swamp flats in grass, balance all in grass with exception of 150 acres standing bush; newly all fenced, and subdivided into about 20 paddocks, carrying at present 1600 sheep, 200 cows and heifers, 20 young cattle, 20 draught and hack horses, and will carry more stock, if desired; watered by never-failing stream. Also full complement of dairy plant. Price £10 per acre. The sale is only caused by the death of the owner.: [921, 365, 1100, 424]
ad-heading: DAIRY FARM—GOING CONCERN.: [689, 864, 821, 874]
ad-body: PRODUCERS are invited to communicate with us before selling Beef, Mutton, Lamb, or Pork, suitable for Export. We are in a position to obtain the very best prices available, and make forward contracts. It will pay you to communicate with us. NELLSON, ELLIOTT AND CO., PALMERSTON NORTH.: [135, 790, 262, 834]
ad-heading: A GOOD INVESTMENT.: [153, 642, 243, 652]
ad-heading: JOHNSONVILLE STOCK SALE.: [23, 648, 117, 667]
ad-heading: H. F. McNEILL AND CO.,: [669, 538, 840, 554]
